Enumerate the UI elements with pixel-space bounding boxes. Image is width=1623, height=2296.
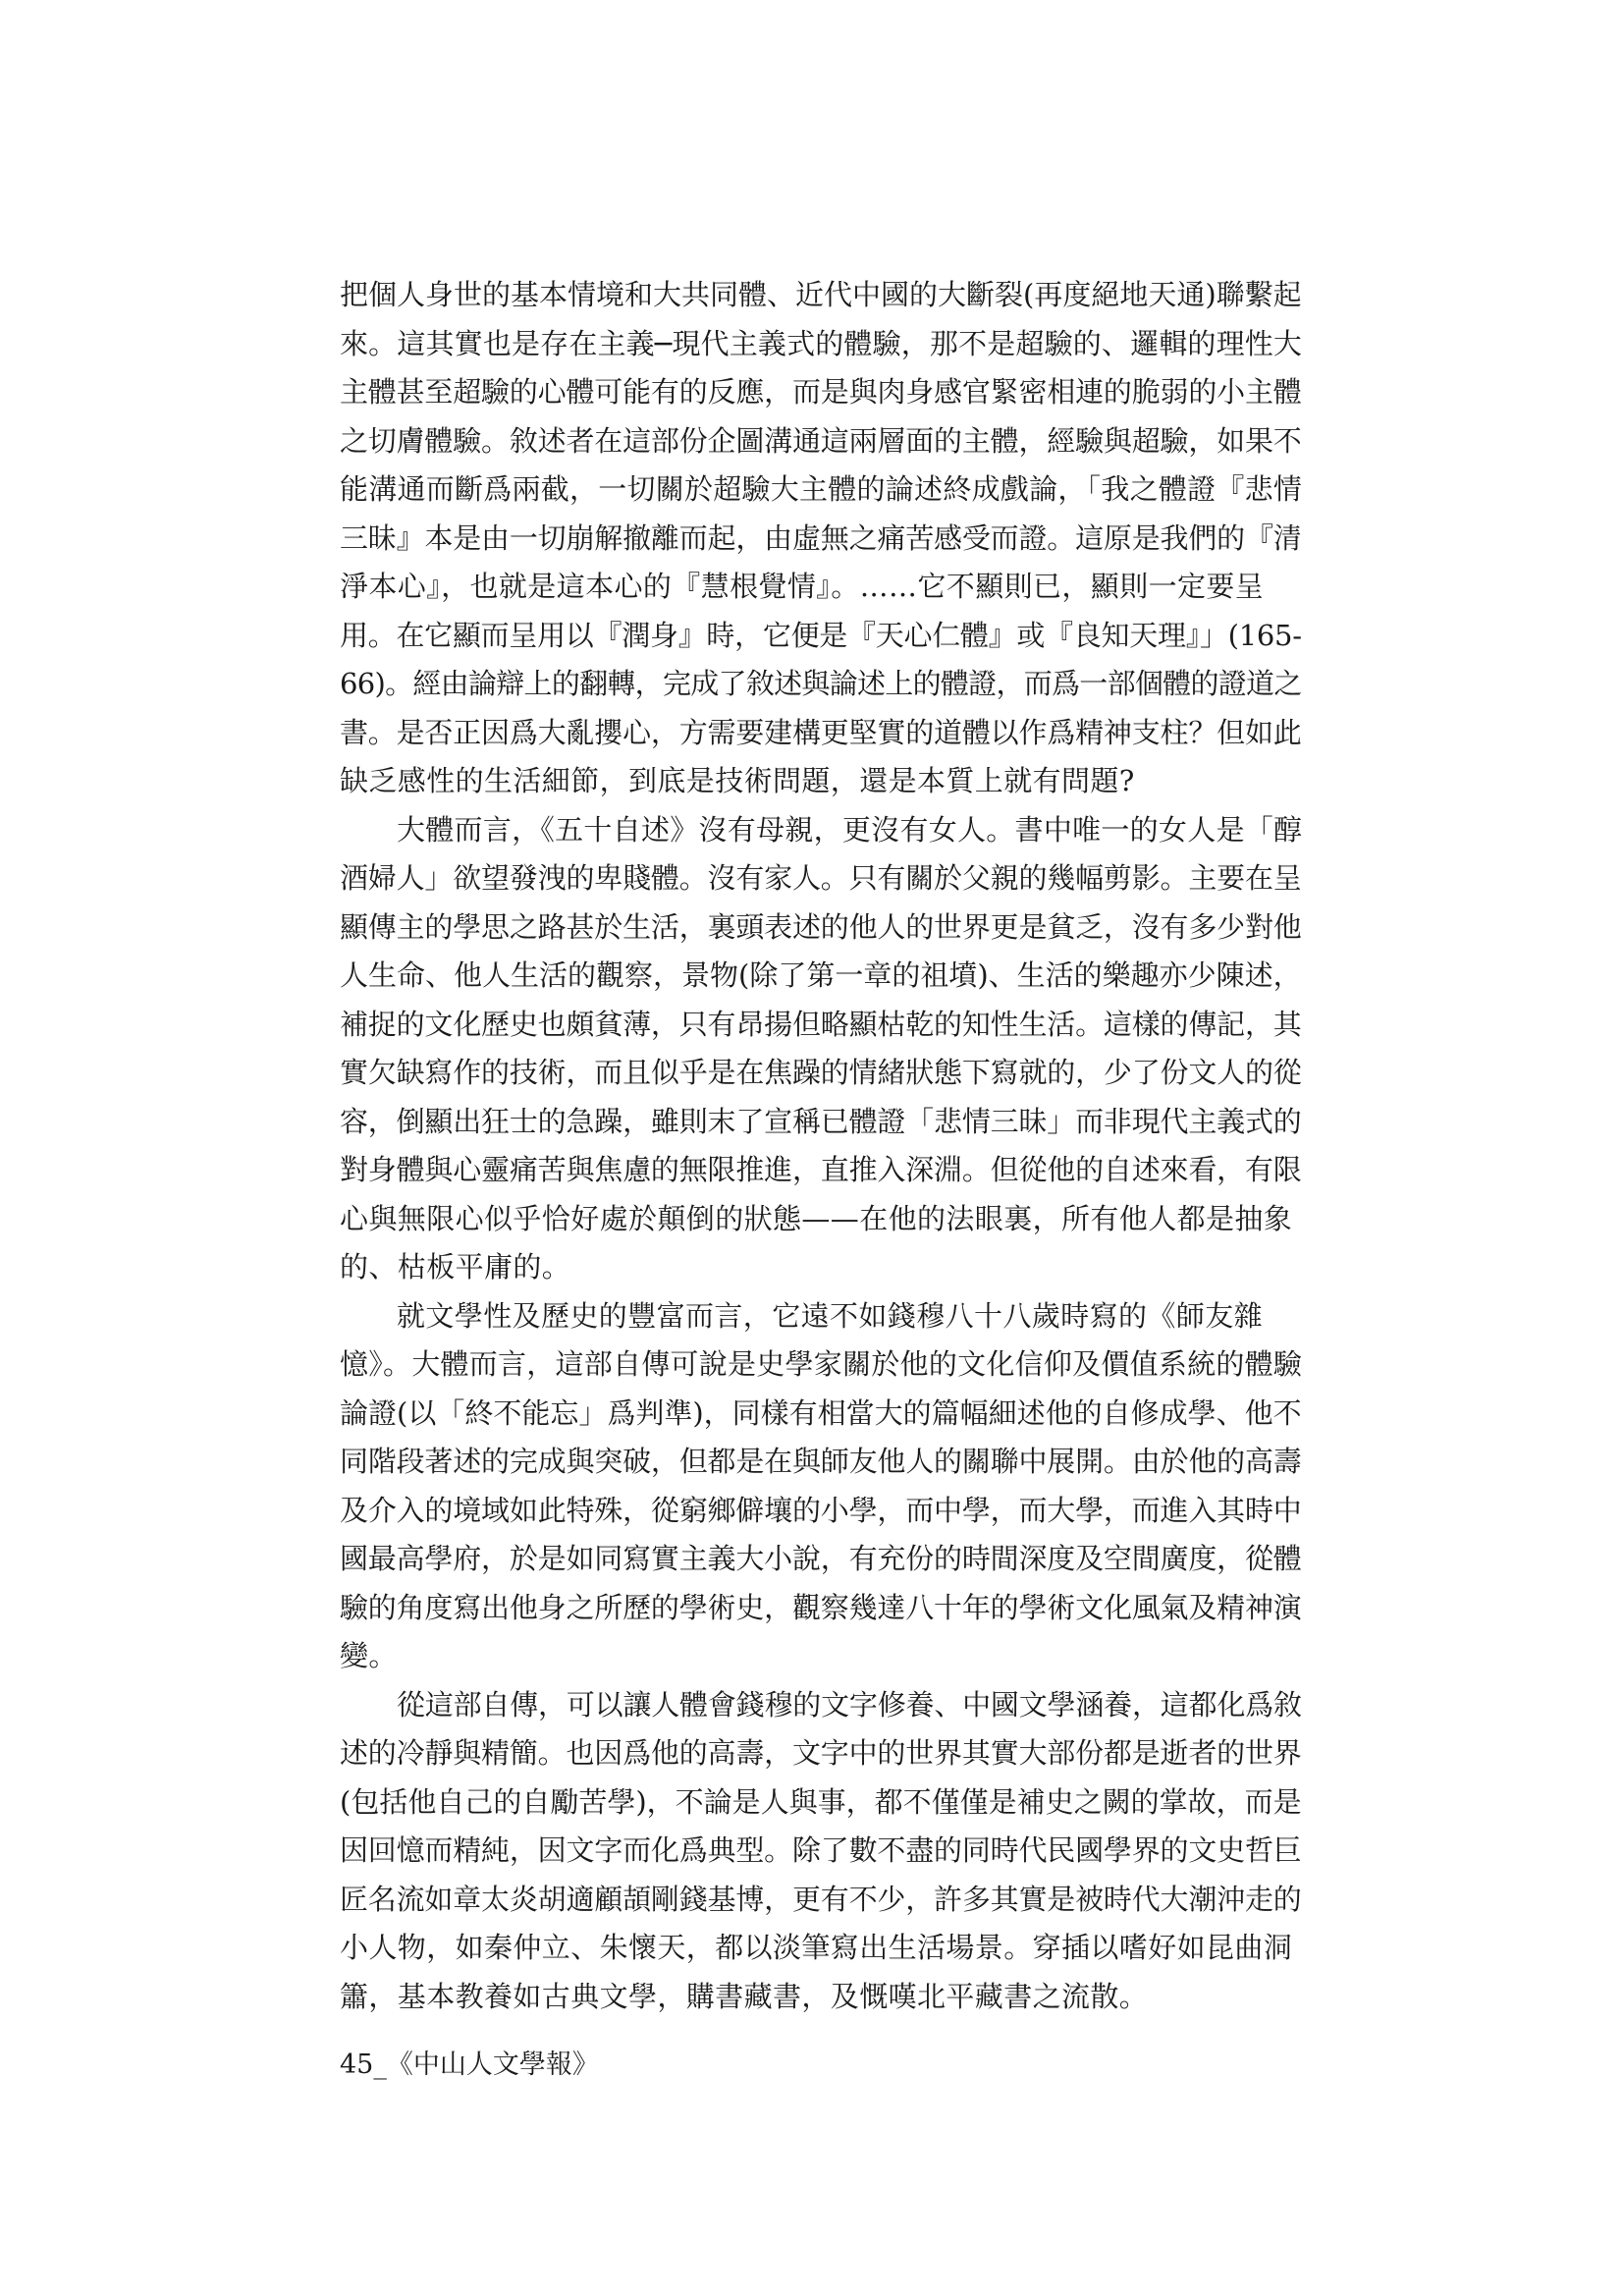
text-line: 從這部自傳，可以讓人體會錢穆的文字修養、中國文學涵養，這都化爲敘 — [397, 1687, 1302, 1722]
text-line: 容，倒顯出狂士的急躁，雖則末了宣稱已體證「悲情三昧」而非現代主義式的 — [340, 1104, 1302, 1138]
paragraph — [340, 1681, 1302, 2022]
page-footer — [340, 2043, 599, 2081]
text-line: 論證(以「終不能忘」爲判準)，同樣有相當大的篇幅細述他的自修成學、他不 — [340, 1395, 1302, 1430]
text-line: 66)。經由論辯上的翻轉，完成了敘述與論述上的體證，而爲一部個體的證道之 — [340, 667, 1302, 700]
text-line: 之切膚體驗。敘述者在這部份企圖溝通這兩層面的主體，經驗與超驗，如果不 — [340, 423, 1302, 458]
text-line: 缺乏感性的生活細節，到底是技術問題，還是本質上就有問題? — [340, 764, 1135, 797]
paragraph — [340, 271, 1302, 806]
text-line: 憶》。大體而言，這部自傳可說是史學家關於他的文化信仰及價值系統的體驗 — [340, 1347, 1302, 1381]
text-line: 主體甚至超驗的心體可能有的反應，而是與肉身感官緊密相連的脆弱的小主體 — [340, 375, 1302, 409]
text-line: 及介入的境域如此特殊，從窮鄉僻壤的小學，而中學，而大學，而進入其時中 — [340, 1493, 1302, 1527]
text-line: 人生命、他人生活的觀察，景物(除了第一章的祖墳)、生活的樂趣亦少陳述， — [340, 958, 1302, 992]
text-line: (包括他自己的自勵苦學)，不論是人與事，都不僅僅是補史之闕的掌故，而是 — [340, 1784, 1302, 1819]
text-line: 的、枯板平庸的。 — [340, 1250, 571, 1284]
text-line: 酒婦人」欲望發洩的卑賤體。沒有家人。只有關於父親的幾幅剪影。主要在呈 — [340, 861, 1302, 895]
text-line: 心與無限心似乎恰好處於顛倒的狀態——在他的法眼裏，所有他人都是抽象 — [340, 1201, 1293, 1235]
text-line: 國最高學府，於是如同寫實主義大小說，有充份的時間深度及空間廣度，從體 — [340, 1542, 1302, 1575]
footer-separator: _ — [373, 2050, 387, 2080]
text-line: 顯傳主的學思之路甚於生活，裏頭表述的他人的世界更是貧乏，沒有多少對他 — [340, 909, 1302, 944]
text-line: 匠名流如章太炎胡適顧頡剛錢基博，更有不少，許多其實是被時代大潮沖走的 — [340, 1882, 1302, 1916]
page-number: 45 — [340, 2050, 374, 2080]
text-line: 能溝通而斷爲兩截，一切關於超驗大主體的論述終成戲論，「我之體證『悲情 — [340, 472, 1302, 506]
text-line: 簫，基本教養如古典文學，購書藏書，及慨嘆北平藏書之流散。 — [340, 1979, 1149, 2013]
text-line: 小人物，如秦仲立、朱懷天，都以淡筆寫出生活場景。穿插以嗜好如昆曲洞 — [340, 1931, 1293, 1964]
text-line: 用。在它顯而呈用以『潤身』時，它便是『天心仁體』或『良知天理』」(165- — [340, 618, 1302, 652]
article-body — [340, 271, 1302, 2021]
paragraph — [340, 1292, 1302, 1681]
text-line: 同階段著述的完成與突破，但都是在與師友他人的關聯中展開。由於他的高壽 — [340, 1445, 1302, 1478]
text-line: 實欠缺寫作的技術，而且似乎是在焦躁的情緒狀態下寫就的，少了份文人的從 — [340, 1056, 1302, 1089]
text-line: 來。這其實也是存在主義─現代主義式的體驗，那不是超驗的、邏輯的理性大 — [340, 326, 1302, 360]
text-line: 淨本心』，也就是這本心的『慧根覺情』。……它不顯則已，顯則一定要呈 — [340, 570, 1265, 603]
text-line: 就文學性及歷史的豐富而言，它遠不如錢穆八十八歲時寫的《師友雜 — [397, 1298, 1264, 1333]
text-line: 驗的角度寫出他身之所歷的學術史，觀察幾達八十年的學術文化風氣及精神演 — [340, 1590, 1302, 1624]
text-line: 書。是否正因爲大亂攖心，方需要建構更堅實的道體以作爲精神支柱？但如此 — [340, 715, 1302, 749]
text-line: 補捉的文化歷史也頗貧薄，只有昂揚但略顯枯乾的知性生活。這樣的傳記，其 — [340, 1007, 1302, 1041]
paragraph — [340, 806, 1302, 1292]
text-line: 三昧』本是由一切崩解撤離而起，由虛無之痛苦感受而證。這原是我們的『清 — [340, 520, 1302, 555]
text-line: 因回憶而精純，因文字而化爲典型。除了數不盡的同時代民國學界的文史哲巨 — [340, 1833, 1302, 1867]
text-line: 大體而言，《五十自述》沒有母親，更沒有女人。書中唯一的女人是「醇 — [397, 812, 1302, 847]
text-line: 對身體與心靈痛苦與焦慮的無限推進，直推入深淵。但從他的自述來看，有限 — [340, 1153, 1302, 1186]
text-line: 把個人身世的基本情境和大共同體、近代中國的大斷裂(再度絕地天通)聯繫起 — [340, 278, 1302, 311]
journal-title: 《中山人文學報》 — [386, 2050, 599, 2080]
text-line: 變。 — [340, 1639, 398, 1672]
text-line: 述的冷靜與精簡。也因爲他的高壽，文字中的世界其實大部份都是逝者的世界 — [340, 1736, 1302, 1770]
